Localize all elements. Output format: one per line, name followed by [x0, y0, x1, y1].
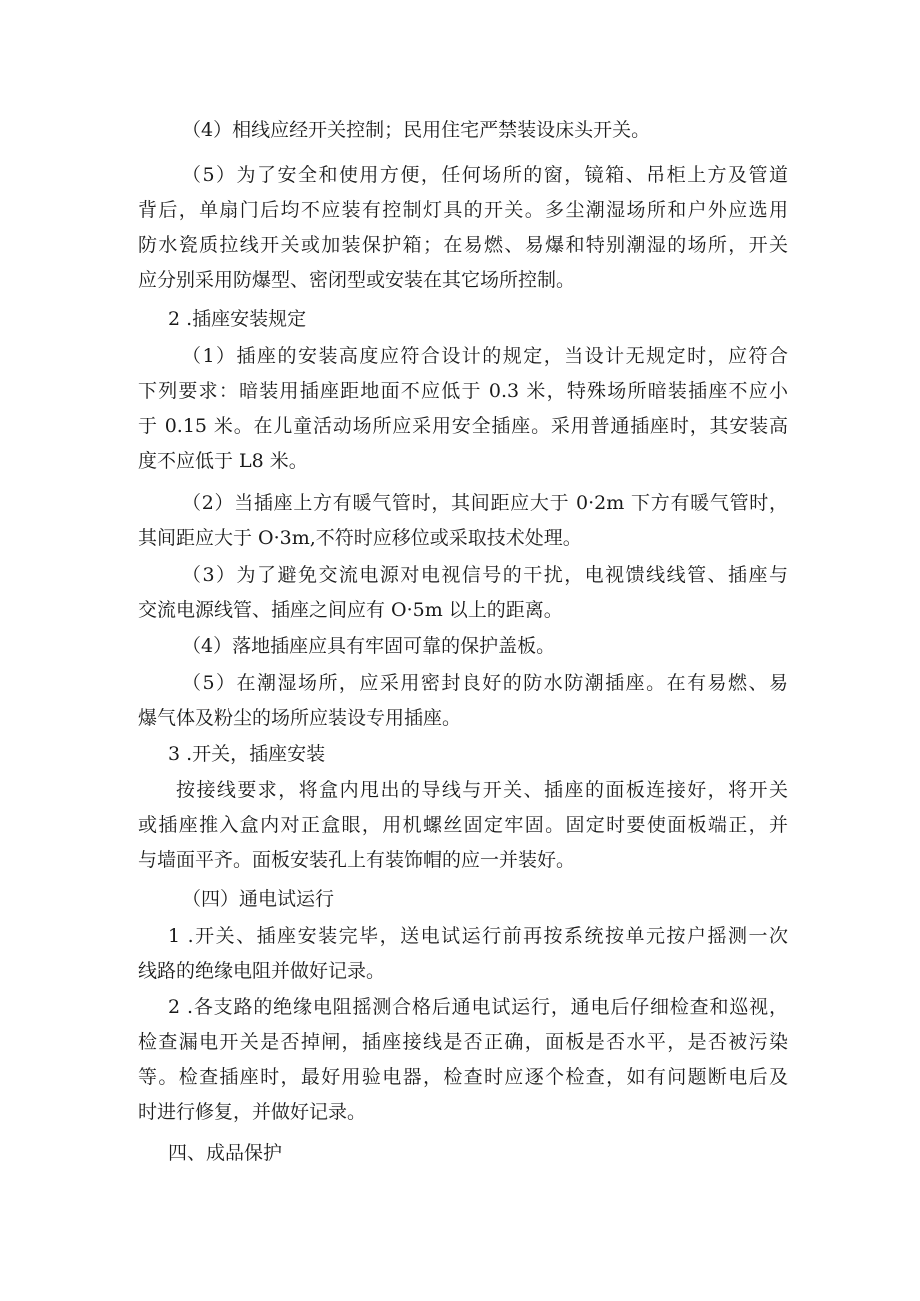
text-line: 应分别采用防爆型、密闭型或安装在其它场所控制。 — [138, 269, 576, 291]
text-line: 于 0.15 米。在儿童活动场所应采用安全插座。采用普通插座时，其安装高 — [138, 415, 788, 437]
text-line: 2 .插座安装规定 — [168, 308, 307, 330]
text-line: 背后，单扇门后均不应装有控制灯具的开关。多尘潮湿场所和户外应选用 — [138, 199, 788, 221]
text-line: 2 .各支路的绝缘电阻摇测合格后通电试运行，通电后仔细检查和巡视， — [168, 996, 788, 1018]
paragraph-install-wiring — [138, 773, 788, 878]
text-line: （1）插座的安装高度应符合设计的规定，当设计无规定时，应符合 — [182, 345, 788, 367]
text-line: 与墙面平齐。面板安装孔上有装饰帽的应一并装好。 — [138, 849, 576, 871]
heading-socket-rules — [138, 302, 788, 337]
text-line: 按接线要求，将盒内甩出的导线与开关、插座的面板连接好，将开关 — [176, 779, 788, 801]
text-line: （5）在潮湿场所，应采用密封良好的防水防潮插座。在有易燃、易 — [182, 672, 788, 694]
text-line: （四）通电试运行 — [182, 888, 335, 910]
text-line: 度不应低于 L8 米。 — [138, 450, 308, 472]
text-line: 检查漏电开关是否掉闸，插座接线是否正确，面板是否水平，是否被污染 — [138, 1031, 788, 1053]
text-line: 3 .开关，插座安装 — [168, 743, 326, 765]
paragraph-socket-4 — [138, 629, 788, 664]
text-line: 交流电源线管、插座之间应有 O·5m 以上的距离。 — [138, 599, 563, 621]
heading-switch-socket-install — [138, 737, 788, 772]
paragraph-socket-5 — [138, 666, 788, 736]
paragraph-socket-1 — [138, 339, 788, 479]
text-line: 或插座推入盒内对正盒眼，用机螺丝固定牢固。固定时要使面板端正，并 — [138, 814, 788, 836]
heading-product-protection — [138, 1136, 788, 1171]
text-line: 1 .开关、插座安装完毕，送电试运行前再按系统按单元按户摇测一次 — [168, 925, 788, 947]
heading-trial-run — [138, 882, 788, 917]
text-line: （2）当插座上方有暖气管时，其间距应大于 0·2m 下方有暖气管时， — [182, 492, 788, 514]
text-line: （3）为了避免交流电源对电视信号的干扰，电视馈线线管、插座与 — [182, 564, 788, 586]
paragraph-socket-3 — [138, 558, 788, 628]
text-line: 防水瓷质拉线开关或加装保护箱；在易燃、易爆和特别潮湿的场所，开关 — [138, 234, 788, 256]
text-line: （4）相线应经开关控制；民用住宅严禁装设床头开关。 — [182, 119, 651, 141]
text-line: 时进行修复，并做好记录。 — [138, 1101, 367, 1123]
text-line: 线路的绝缘电阻并做好记录。 — [138, 960, 386, 982]
text-line: 四、成品保护 — [168, 1142, 283, 1164]
text-line: （4）落地插座应具有牢固可靠的保护盖板。 — [182, 635, 556, 657]
text-line: 等。检查插座时，最好用验电器，检查时应逐个检查，如有问题断电后及 — [138, 1066, 788, 1088]
paragraph-trial-2 — [138, 990, 788, 1130]
paragraph-socket-2 — [138, 486, 788, 556]
text-line: 下列要求：暗装用插座距地面不应低于 0.3 米，特殊场所暗装插座不应小 — [138, 380, 788, 402]
text-line: （5）为了安全和使用方便，任何场所的窗，镜箱、吊柜上方及管道 — [182, 164, 788, 186]
paragraph-switch-4 — [138, 113, 788, 148]
text-line: 爆气体及粉尘的场所应装设专用插座。 — [138, 707, 462, 729]
paragraph-switch-5 — [138, 158, 788, 298]
paragraph-trial-1 — [138, 919, 788, 989]
text-line: 其间距应大于 O·3m,不符时应移位或采取技术处理。 — [138, 527, 582, 549]
